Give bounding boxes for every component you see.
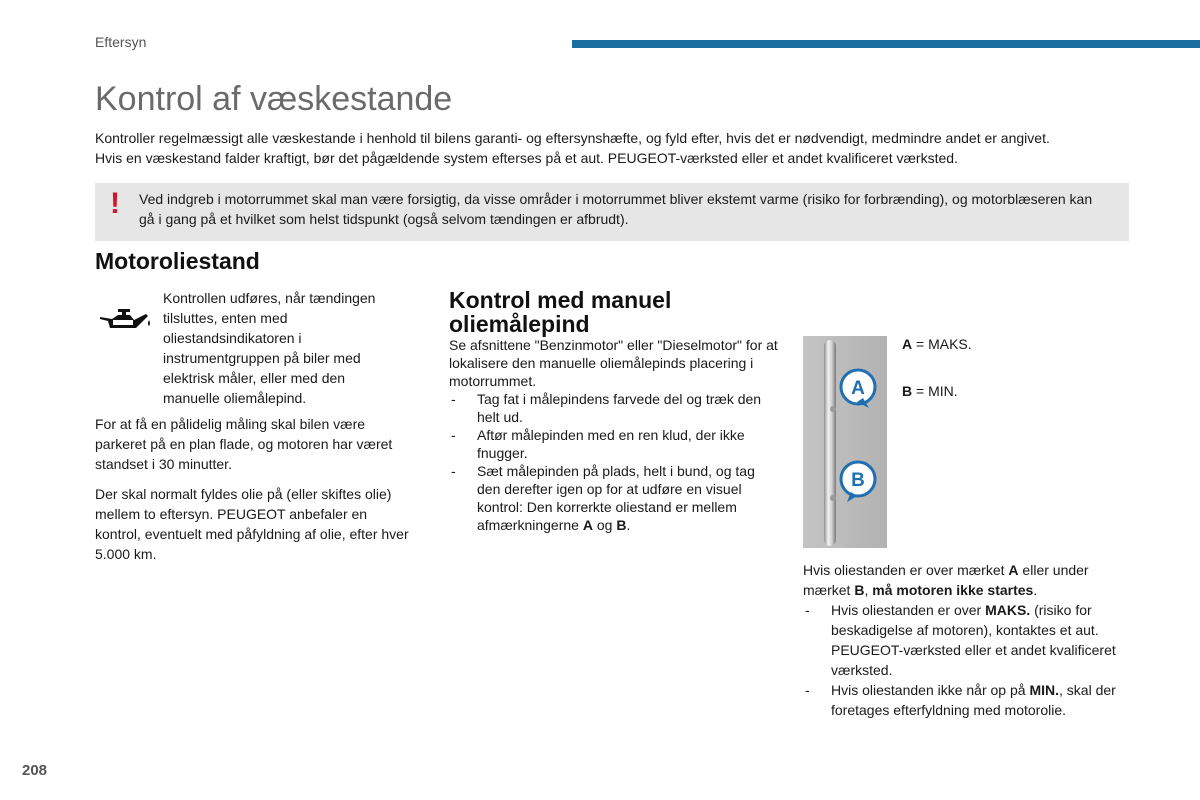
- manuel-intro: Se afsnittene "Benzinmotor" eller "Dieselmotor" for at lokalisere den manuelle oliemålepinds placering i motorrummet.: [449, 337, 778, 389]
- warning-box: [95, 183, 1129, 241]
- page-title: Kontrol af væskestande: [95, 80, 453, 118]
- oil-level-paragraph: [803, 560, 1128, 600]
- label-b-key: B: [902, 383, 913, 399]
- levels-p-pre: Hvis oliestanden er over mærket: [803, 562, 1009, 578]
- header-accent-bar: [572, 40, 1200, 48]
- levels-do-not-start: må motoren ikke startes: [872, 582, 1034, 598]
- oil-indicator-text: Kontrollen udføres, når tændingen tilsluttes, enten med oliestandsindikatoren i instrumentgruppen på biler med elektrisk måler, eller med den manuelle oliemålepind.: [163, 290, 376, 406]
- intro-line-1: Kontroller regelmæssigt alle væskestande i henhold til bilens garanti- og eftersynshæfte, og fyld efter, hvis det er nødvendigt, medmindre andet er angivet.: [95, 130, 1050, 146]
- oil-level-list: [803, 600, 1128, 720]
- warning-text: Ved indgreb i motorrummet skal man være forsigtig, da visse områder i motorrummet bliver ekstemt varme (risiko for forbrænding), og motorblæseren kan gå i gang på et hvilket som helst tidspunkt (også selvom tændingen er afbrudt).: [139, 191, 1093, 227]
- label-min: [902, 383, 958, 399]
- step3-og: og: [592, 517, 617, 533]
- step3-mark-a: A: [582, 517, 593, 533]
- list-item: - Tag fat i målepindens farvede del og træk den helt ud.: [449, 390, 779, 426]
- motoroliestand-title: Motoroliestand: [95, 248, 260, 274]
- levels-p-comma: ,: [864, 582, 873, 598]
- warning-icon: !: [110, 187, 120, 220]
- label-b-value: = MIN.: [912, 383, 958, 399]
- intro-line-2: Hvis en væskestand falder kraftigt, bør det pågældende system efterses på et aut. PEUGEOT-værksted eller et andet kvalificeret værksted.: [95, 150, 958, 166]
- page-number: 208: [22, 762, 48, 779]
- b1-maks: MAKS.: [985, 602, 1031, 618]
- mark-a-notch: [830, 406, 836, 412]
- label-a-key: A: [902, 336, 913, 352]
- list-item: [449, 462, 779, 534]
- list-item: - Aftør målepinden med en ren klud, der ikke fnugger.: [449, 426, 779, 462]
- manuel-title: Kontrol med manuel oliemålepind: [449, 287, 672, 337]
- oil-top-up-text: Der skal normalt fyldes olie på (eller skiftes olie) mellem to eftersyn. PEUGEOT anbefaler en kontrol, eventuelt med påfyldning af olie, efter hver 5.000 km.: [95, 486, 409, 562]
- levels-mark-b: B: [854, 582, 865, 598]
- step3-text: Sæt målepinden på plads, helt i bund, og tag den derefter igen op for at udføre en visuel kontrol: Den korrerkte oliestand er mellem afmærkningerne: [477, 463, 755, 533]
- dipstick-graphic: [803, 336, 887, 548]
- levels-mark-a: A: [1008, 562, 1019, 578]
- marker-b-letter: B: [851, 470, 865, 491]
- b1-post: (risiko for beskadigelse af motoren), kontaktes et aut. PEUGEOT-værksted eller et andet kvalificeret værksted.: [831, 602, 1116, 678]
- b1-pre: Hvis oliestanden er over: [831, 602, 986, 618]
- list-item: [803, 680, 1128, 720]
- marker-a-letter: A: [851, 378, 865, 399]
- step3-end: .: [626, 517, 631, 533]
- label-a-value: = MAKS.: [912, 336, 972, 352]
- dipstick-illustration: [803, 336, 887, 548]
- label-maks: [902, 336, 972, 352]
- reliable-measurement-text: For at få en pålidelig måling skal bilen være parkeret på en plan flade, og motoren har været standset i 30 minutter.: [95, 416, 393, 472]
- manuel-steps: [449, 390, 779, 534]
- intro-text: [95, 128, 1155, 168]
- list-item: [803, 600, 1128, 680]
- b2-min: MIN.: [1029, 682, 1060, 698]
- oil-level-warnings: [803, 560, 1128, 720]
- b2-pre: Hvis oliestanden ikke når op på: [831, 682, 1030, 698]
- b2-post: , skal der foretages efterfyldning med motorolie.: [831, 682, 1116, 718]
- mark-b-notch: [830, 495, 836, 501]
- oil-can-icon: [96, 306, 154, 336]
- levels-p-mid: eller under mærket: [803, 562, 1089, 598]
- step3-mark-b: B: [616, 517, 627, 533]
- section-label: Eftersyn: [95, 34, 147, 50]
- levels-p-end: .: [1033, 582, 1038, 598]
- manuel-instructions: [449, 336, 779, 534]
